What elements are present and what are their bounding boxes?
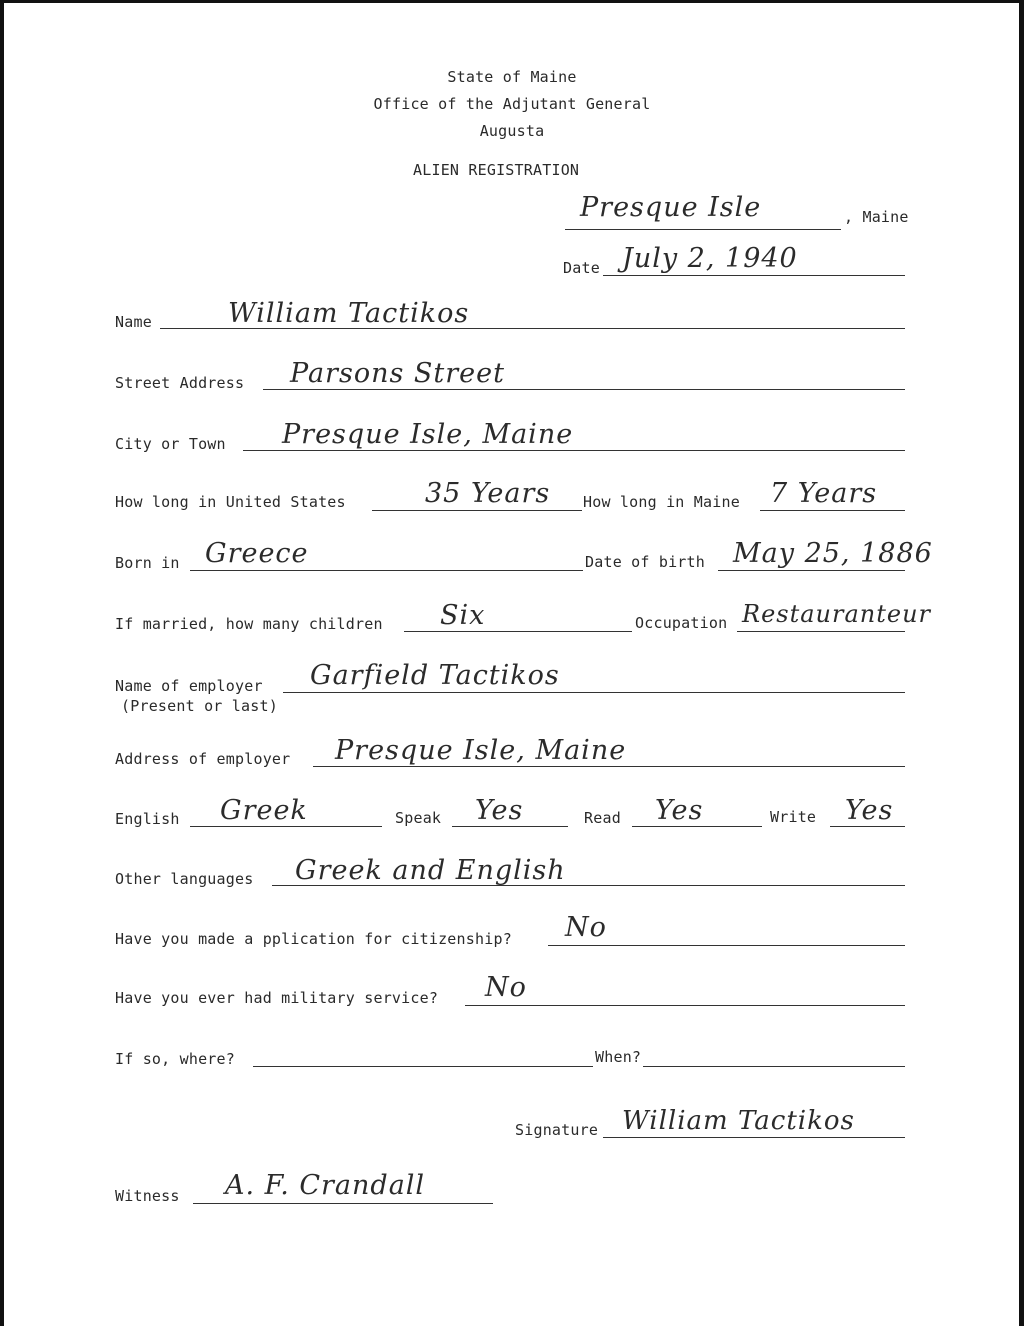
name-label: Name (115, 313, 152, 331)
born-line (190, 570, 583, 571)
born-value: Greece (205, 538, 309, 569)
header-state: State of Maine (447, 68, 577, 86)
witness-label: Witness (115, 1187, 180, 1205)
citizenship-value: No (565, 912, 607, 943)
header-city: Augusta (479, 122, 545, 140)
born-label: Born in (115, 554, 180, 572)
form-title: ALIEN REGISTRATION (413, 161, 580, 179)
citizenship-line (548, 945, 905, 946)
us-years-label: How long in United States (115, 493, 346, 511)
english-line (190, 826, 382, 827)
witness-value: A. F. Crandall (225, 1170, 426, 1201)
occupation-line (737, 631, 905, 632)
write-line (830, 826, 905, 827)
military-label: Have you ever had military service? (115, 989, 439, 1007)
dob-label: Date of birth (585, 553, 705, 571)
military-value: No (485, 972, 527, 1003)
speak-value: Yes (475, 795, 524, 826)
where-label: If so, where? (115, 1050, 235, 1068)
read-line (632, 826, 762, 827)
signature-label: Signature (515, 1121, 599, 1139)
signature-value: William Tactikos (622, 1106, 855, 1136)
street-label: Street Address (115, 374, 245, 392)
place-line (565, 229, 841, 230)
employer-label: Name of employer (115, 677, 263, 695)
street-line (263, 389, 905, 390)
occupation-value: Restauranteur (742, 600, 932, 628)
speak-line (452, 826, 568, 827)
us-years-value: 35 Years (425, 478, 551, 509)
where-line (253, 1066, 593, 1067)
city-value: Presque Isle, Maine (282, 419, 574, 450)
children-value: Six (440, 600, 486, 631)
us-years-line (372, 510, 582, 511)
street-value: Parsons Street (290, 358, 505, 389)
dob-line (718, 570, 905, 571)
when-label: When? (595, 1048, 642, 1066)
signature-line (603, 1137, 905, 1138)
employer-address-value: Presque Isle, Maine (335, 735, 627, 766)
place-suffix: , Maine (844, 208, 909, 226)
employer-address-label: Address of employer (115, 750, 291, 768)
employer-sublabel: (Present or last) (121, 697, 278, 715)
name-value: William Tactikos (228, 298, 470, 329)
write-label: Write (770, 808, 817, 826)
write-value: Yes (845, 795, 894, 826)
city-line (243, 450, 905, 451)
maine-years-line (760, 510, 905, 511)
maine-years-value: 7 Years (770, 478, 878, 509)
employer-address-line (313, 766, 905, 767)
city-label: City or Town (115, 435, 226, 453)
english-value: Greek (220, 795, 308, 826)
speak-label: Speak (395, 809, 442, 827)
date-label: Date (563, 259, 600, 277)
when-line (643, 1066, 905, 1067)
maine-years-label: How long in Maine (583, 493, 740, 511)
military-line (465, 1005, 905, 1006)
employer-line (283, 692, 905, 693)
read-label: Read (584, 809, 621, 827)
employer-value: Garfield Tactikos (310, 660, 560, 691)
date-value: July 2, 1940 (622, 243, 798, 274)
children-label: If married, how many children (115, 615, 383, 633)
english-label: English (115, 810, 180, 828)
children-line (404, 631, 632, 632)
witness-line (193, 1203, 493, 1204)
citizenship-label: Have you made a pplication for citizenship? (115, 930, 512, 948)
dob-value: May 25, 1886 (733, 538, 933, 569)
read-value: Yes (655, 795, 704, 826)
date-line (603, 275, 905, 276)
other-lang-label: Other languages (115, 870, 254, 888)
other-lang-value: Greek and English (295, 855, 566, 886)
occupation-label: Occupation (635, 614, 728, 632)
header-office: Office of the Adjutant General (373, 95, 651, 113)
place-value: Presque Isle (580, 192, 762, 223)
